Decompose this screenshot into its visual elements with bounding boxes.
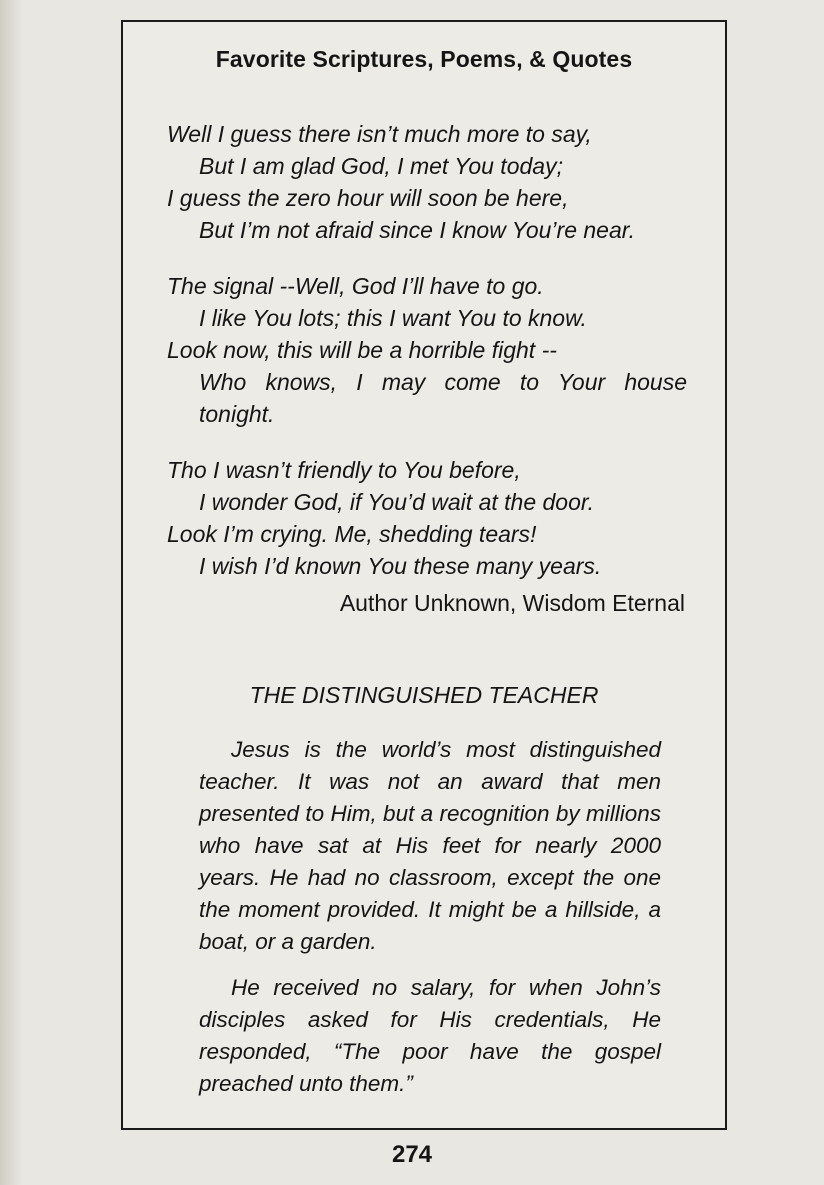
poem-line: Look I’m crying. Me, shedding tears! [167,521,537,547]
poem-line: Tho I wasn’t friendly to You before, [167,457,521,483]
article-title: THE DISTINGUISHED TEACHER [249,682,599,708]
section-heading: Favorite Scriptures, Poems, & Quotes [215,46,633,72]
poem-line: Well I guess there isn’t much more to say, [167,121,592,147]
content-box [121,20,727,1130]
poem-line: I wonder God, if You’d wait at the door. [199,489,595,515]
page-number: 274 [391,1141,433,1168]
poem-credit: Author Unknown, Wisdom Eternal [339,590,685,616]
poem-line: But I’m not afraid since I know You’re near. [199,217,635,243]
poem-line: tonight. [199,401,275,427]
article-paragraph: He received no salary, for when John’s disciples asked for His credentials, He responded, “The poor have the gospel preached unto them.” [199,975,661,1096]
poem-line: I guess the zero hour will soon be here, [167,185,569,211]
poem-line: Who knows, I may come to Your house [199,369,687,395]
poem-line: The signal --Well, God I’ll have to go. [167,273,544,299]
poem-line: I like You lots; this I want You to know. [199,305,587,331]
page-edge-shadow [0,0,22,1185]
poem-line: But I am glad God, I met You today; [199,153,563,179]
article-paragraph: Jesus is the world’s most distinguished teacher. It was not an award that men presented to Him, but a recognition by millions who have sat at His feet for nearly 2000 years. He had no classroom, except the one the moment provided. It might be a hillside, a boat, or a garden. [199,737,661,954]
poem-line: I wish I’d known You these many years. [199,553,602,579]
poem-line: Look now, this will be a horrible fight -- [167,337,557,363]
